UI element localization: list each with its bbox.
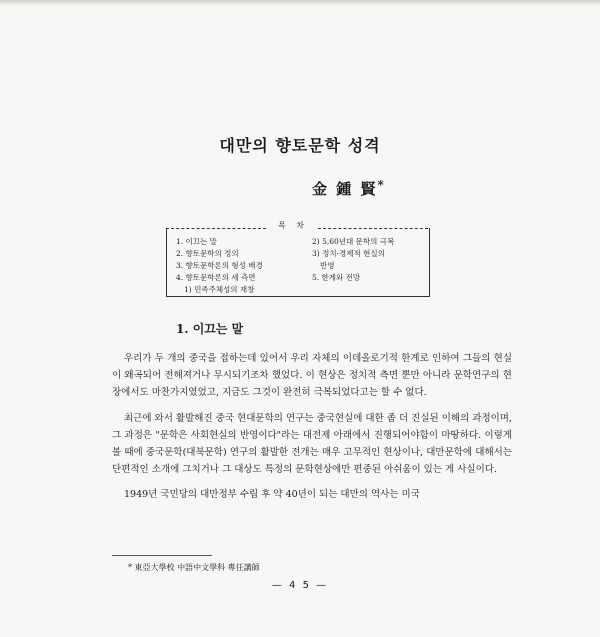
toc-item: 3. 향토문학론의 형성 배경 [176, 261, 263, 270]
paragraph: 최근에 와서 활발해진 중국 현대문학의 연구는 중국현실에 대한 좀 더 진실된 이해의 과정이며, 그 과정은 "문학은 사회현실의 반영이다"라는 대전제 아래에서 진행되어야함이 마땅하다. 이렇게 볼 때에 중국문학(대북문학) 연구의 활발한 전개는 매우 고무적인 현상이나, 대만문학에 대해서는 단편적인 소개에 그치거나 그 대상도 특정의 문학현상에만 편중된 아쉬움이 있는 게 사실이다. [112, 412, 516, 476]
article-title: 대만의 향토문학 성격 [219, 136, 381, 155]
toc-heading: 목 차 [278, 221, 308, 230]
toc-item: 반영 [320, 261, 335, 270]
toc-right-column [312, 236, 394, 284]
footnote: * 東亞大學校 中語中文學科 專任講師 [128, 563, 260, 572]
author-name [312, 178, 386, 199]
toc-item: 1) 민족주체성의 재창 [184, 285, 255, 294]
paragraph: 1949년 국민당의 대만정부 수립 후 약 40년이 되는 대만의 역사는 미국 [124, 489, 420, 501]
toc-item: 1. 이끄는 말 [176, 237, 217, 246]
toc-item: 2) 5,60년대 문학의 극복 [312, 237, 395, 246]
page-number: — 4 5 — [271, 580, 329, 591]
footnote-rule [112, 555, 212, 556]
scan-edge [0, 0, 600, 6]
paragraph: 우리가 두 개의 중국을 접하는데 있어서 우리 자체의 이데올로기적 한계로 인하여 그들의 현실이 왜곡되어 전해져거나 무시되기조차 했었다. 이 현상은 정치적 측면 뿐만 아니라 문학연구의 현장에서도 마찬가지였었고, 지금도 그것이 완전히 극복되었다고는 할 수 없다. [112, 353, 512, 399]
section-heading: 1. 이끄는 말 [176, 322, 244, 336]
toc-item: 4. 향토문학론의 세 측면 [176, 273, 256, 282]
toc-item: 5. 한계와 전망 [312, 273, 361, 282]
toc-left-column [176, 236, 263, 296]
toc-item: 2. 향토문학의 정의 [176, 249, 239, 258]
author-name-text: 金 鍾 賢 [312, 180, 378, 198]
body-text [112, 350, 516, 512]
toc-item: 3) 정치·경제적 현실의 [312, 249, 385, 258]
author-footnote-mark: * [377, 178, 386, 192]
